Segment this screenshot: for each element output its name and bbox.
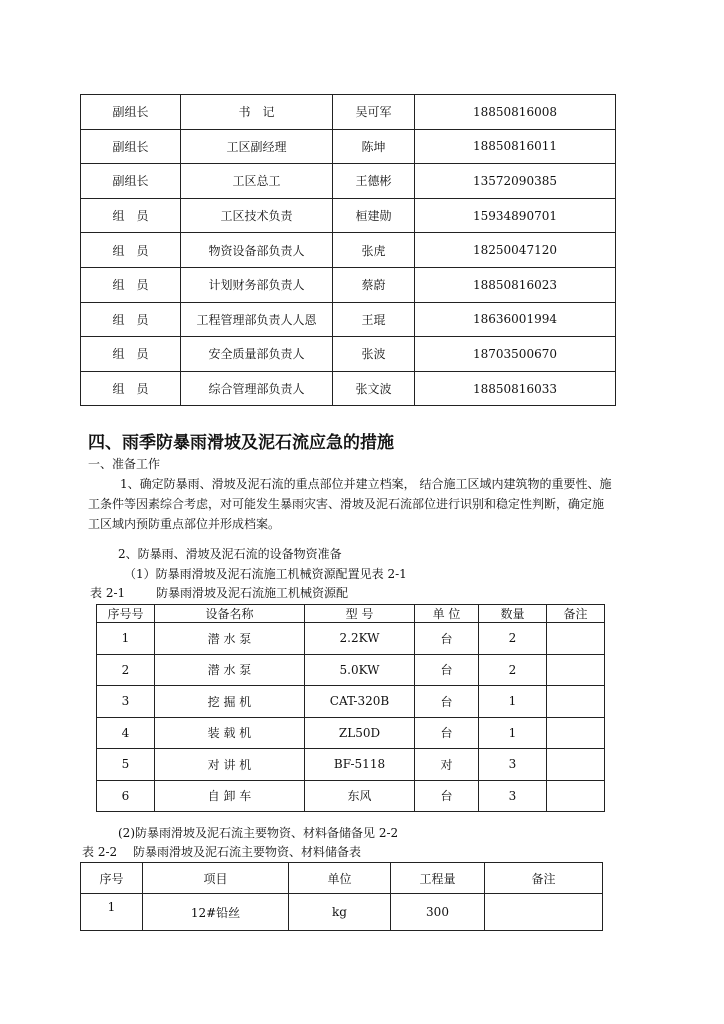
- remark-cell: [547, 623, 605, 655]
- table-row: [97, 717, 605, 749]
- materials-table: [80, 862, 603, 931]
- column-header: 工程量: [391, 863, 485, 894]
- table-row: [81, 164, 616, 199]
- remark-cell: [547, 749, 605, 781]
- name-cell: 桓建勋: [333, 198, 415, 233]
- table-row: [97, 623, 605, 655]
- unit-cell: 台: [415, 780, 479, 812]
- remark-cell: [547, 717, 605, 749]
- subheading-equipment: 2、防暴雨、滑坡及泥石流的设备物资准备: [118, 547, 342, 561]
- index-cell: 4: [97, 717, 155, 749]
- paragraph-archive: [88, 474, 636, 534]
- unit-cell: 台: [415, 717, 479, 749]
- position-cell: 工区技术负责: [181, 198, 333, 233]
- name-cell: 张虎: [333, 233, 415, 268]
- table-row: [97, 686, 605, 718]
- table-row: [81, 894, 603, 931]
- section-heading: 四、雨季防暴雨滑坡及泥石流应急的措施: [88, 433, 394, 453]
- role-cell: 组 员: [81, 198, 181, 233]
- column-header: 单位: [289, 863, 391, 894]
- column-header: 单 位: [415, 605, 479, 623]
- quantity-cell: 2: [479, 623, 547, 655]
- table-caption-number: 表 2-1: [90, 586, 126, 600]
- table-row: [81, 267, 616, 302]
- phone-cell: 18703500670: [415, 337, 616, 372]
- table-row: [81, 337, 616, 372]
- phone-cell: 15934890701: [415, 198, 616, 233]
- paragraph-line-2: 工条件等因素综合考虑，对可能发生暴雨灾害、滑坡及泥石流部位进行识别和稳定性判断，确定施: [88, 497, 605, 511]
- unit-cell: 台: [415, 686, 479, 718]
- index-cell: 1: [81, 894, 143, 931]
- role-cell: 副组长: [81, 164, 181, 199]
- team-table: [80, 94, 616, 406]
- phone-cell: 18850816011: [415, 129, 616, 164]
- table-row: [81, 233, 616, 268]
- equipment-name-cell: 装 载 机: [155, 717, 305, 749]
- position-cell: 物资设备部负责人: [181, 233, 333, 268]
- quantity-cell: 1: [479, 686, 547, 718]
- column-header: 数量: [479, 605, 547, 623]
- column-header: 项目: [143, 863, 289, 894]
- equipment-name-cell: 自 卸 车: [155, 780, 305, 812]
- index-cell: 1: [97, 623, 155, 655]
- equipment-name-cell: 对 讲 机: [155, 749, 305, 781]
- unit-cell: kg: [289, 894, 391, 931]
- subheading-materials: (2)防暴雨滑坡及泥石流主要物资、材料备储备见 2-2: [118, 826, 399, 840]
- model-cell: BF-5118: [305, 749, 415, 781]
- role-cell: 组 员: [81, 233, 181, 268]
- role-cell: 组 员: [81, 302, 181, 337]
- unit-cell: 台: [415, 654, 479, 686]
- model-cell: CAT-320B: [305, 686, 415, 718]
- position-cell: 计划财务部负责人: [181, 267, 333, 302]
- phone-cell: 18850816008: [415, 95, 616, 130]
- position-cell: 综合管理部负责人: [181, 371, 333, 406]
- name-cell: 蔡蔚: [333, 267, 415, 302]
- role-cell: 组 员: [81, 371, 181, 406]
- table-row: [81, 129, 616, 164]
- quantity-cell: 3: [479, 780, 547, 812]
- unit-cell: 对: [415, 749, 479, 781]
- role-cell: 组 员: [81, 267, 181, 302]
- model-cell: 5.0KW: [305, 654, 415, 686]
- equipment-name-cell: 挖 掘 机: [155, 686, 305, 718]
- subheading-equipment-config: （1）防暴雨滑坡及泥石流施工机械资源配置见表 2-1: [124, 567, 407, 581]
- table-row: [97, 780, 605, 812]
- index-cell: 2: [97, 654, 155, 686]
- item-cell: 12#铅丝: [143, 894, 289, 931]
- equipment-name-cell: 潜 水 泵: [155, 623, 305, 655]
- quantity-cell: 2: [479, 654, 547, 686]
- paragraph-line-1: 1、确定防暴雨、滑坡及泥石流的重点部位并建立档案， 结合施工区域内建筑物的重要性、施: [120, 477, 612, 491]
- remark-cell: [547, 686, 605, 718]
- position-cell: 工区总工: [181, 164, 333, 199]
- name-cell: 张波: [333, 337, 415, 372]
- table-row: [81, 95, 616, 130]
- name-cell: 王琨: [333, 302, 415, 337]
- equipment-name-cell: 潜 水 泵: [155, 654, 305, 686]
- remark-cell: [485, 894, 603, 931]
- role-cell: 副组长: [81, 129, 181, 164]
- index-cell: 3: [97, 686, 155, 718]
- column-header: 备注: [485, 863, 603, 894]
- position-cell: 安全质量部负责人: [181, 337, 333, 372]
- name-cell: 王德彬: [333, 164, 415, 199]
- model-cell: 东风: [305, 780, 415, 812]
- quantity-cell: 3: [479, 749, 547, 781]
- table-row: [97, 749, 605, 781]
- table-row: [81, 198, 616, 233]
- phone-cell: 18850816033: [415, 371, 616, 406]
- unit-cell: 台: [415, 623, 479, 655]
- quantity-cell: 1: [479, 717, 547, 749]
- phone-cell: 18636001994: [415, 302, 616, 337]
- phone-cell: 13572090385: [415, 164, 616, 199]
- position-cell: 工程管理部负责人人恩: [181, 302, 333, 337]
- remark-cell: [547, 654, 605, 686]
- index-cell: 6: [97, 780, 155, 812]
- position-cell: 书 记: [181, 95, 333, 130]
- role-cell: 副组长: [81, 95, 181, 130]
- table-row: [81, 302, 616, 337]
- column-header: 序号号: [97, 605, 155, 623]
- equipment-table: [96, 604, 605, 812]
- table-row: [97, 654, 605, 686]
- remark-cell: [547, 780, 605, 812]
- name-cell: 吴可军: [333, 95, 415, 130]
- phone-cell: 18250047120: [415, 233, 616, 268]
- column-header: 备注: [547, 605, 605, 623]
- subheading-preparation: 一、准备工作: [88, 457, 161, 471]
- position-cell: 工区副经理: [181, 129, 333, 164]
- table-caption-title: 防暴雨滑坡及泥石流施工机械资源配: [156, 586, 349, 600]
- table-caption-materials: 表 2-2 防暴雨滑坡及泥石流主要物资、材料储备表: [82, 845, 361, 859]
- role-cell: 组 员: [81, 337, 181, 372]
- model-cell: 2.2KW: [305, 623, 415, 655]
- index-cell: 5: [97, 749, 155, 781]
- amount-cell: 300: [391, 894, 485, 931]
- column-header: 序号: [81, 863, 143, 894]
- column-header: 设备名称: [155, 605, 305, 623]
- name-cell: 张文波: [333, 371, 415, 406]
- phone-cell: 18850816023: [415, 267, 616, 302]
- column-header: 型 号: [305, 605, 415, 623]
- table-row: [81, 371, 616, 406]
- paragraph-line-3: 工区域内预防重点部位并形成档案。: [88, 517, 281, 531]
- model-cell: ZL50D: [305, 717, 415, 749]
- name-cell: 陈坤: [333, 129, 415, 164]
